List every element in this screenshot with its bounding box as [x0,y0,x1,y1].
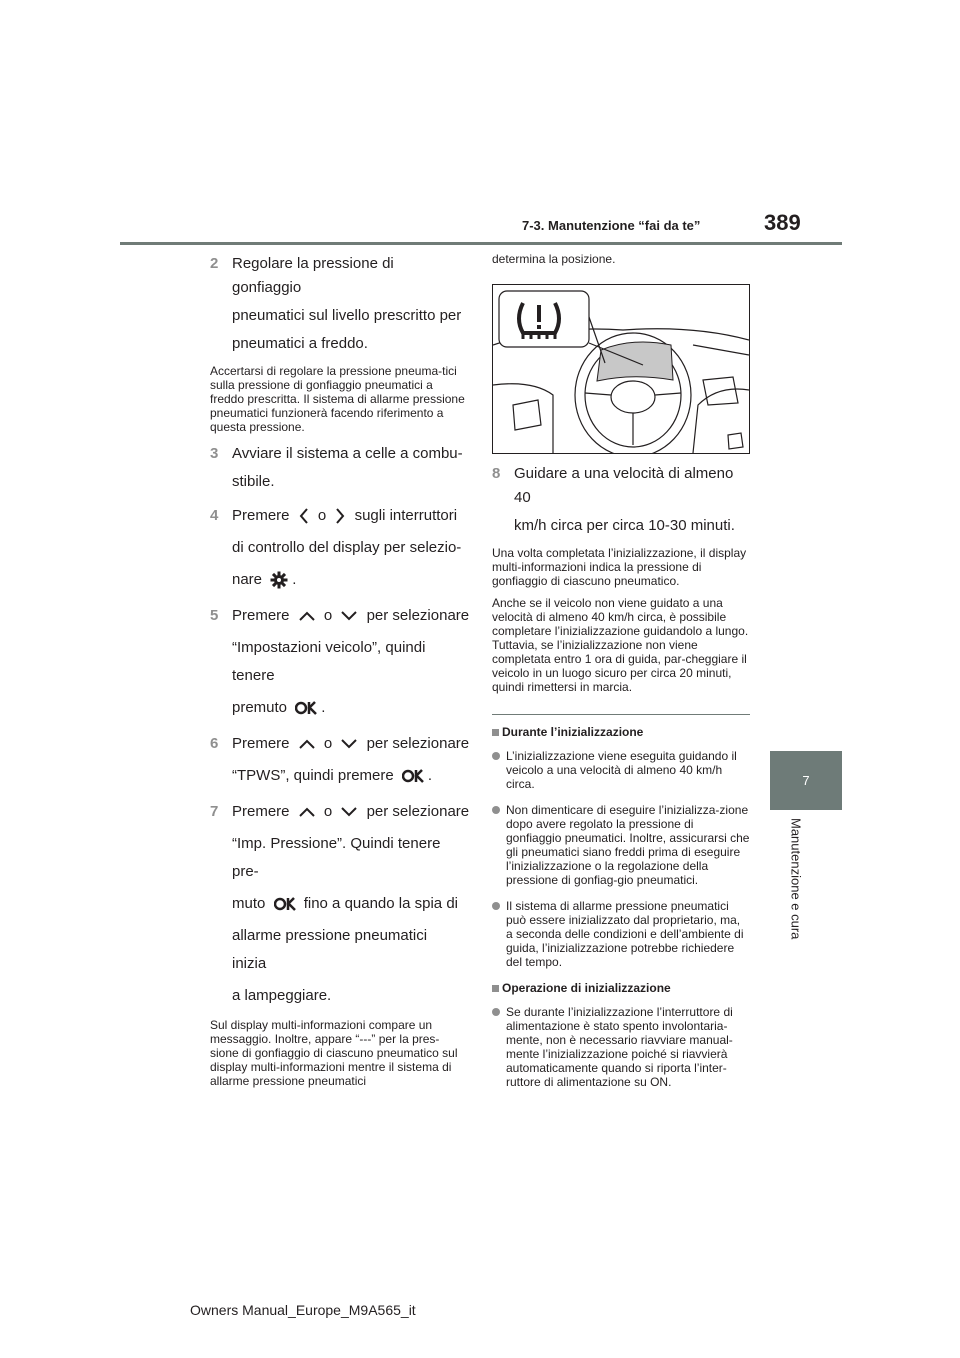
step-text: per selezionare [366,735,470,752]
step-number: 5 [210,607,219,624]
step-text: nare [232,571,263,588]
ok-icon [295,701,317,715]
section-heading [492,725,750,739]
step-8 [492,462,750,538]
bullet-dot-icon [492,1008,500,1016]
step-number: 8 [492,465,501,482]
chevron-down-icon [340,806,358,818]
bullet-text: Il sistema di allarme pressione pneumatici può essere inizializzato dal proprietario, ma, a seconda delle condizioni e dell’ambiente di guida, l’inizializzazione potrebbe richiedere del tempo. [506,899,744,969]
chapter-title: 7-3. Manutenzione “fai da te” [522,218,701,233]
step-note: Anche se il veicolo non viene guidato a una velocità di almeno 40 km/h circa, è possibile completare l’inizializzazione guidandolo a lungo. Tuttavia, se l’inizializzazione non viene completata entro 1 ora di guida, par-cheggiare il veicolo in un luogo sicuro per circa 20 minuti, quindi rimettersi in marcia. [492,596,749,694]
step-text: fino a quando la spia di [303,895,458,912]
chevron-right-icon [334,507,346,525]
step-number: 4 [210,507,219,524]
chevron-up-icon [298,610,316,622]
step-text: “TPWS”, quindi premere [232,767,394,784]
step-note: Una volta completata l’inizializzazione, il display multi-informazioni indica la pressione di gonfiaggio di ciascuno pneumatico. [492,546,747,588]
step-text: “Imp. Pressione”. Quindi tenere pre- [232,835,441,880]
step-4 [210,502,465,594]
chevron-up-icon [298,738,316,750]
step-text: pneumatici a freddo. [232,335,368,352]
step-text: per selezionare [366,607,470,624]
chevron-up-icon [298,806,316,818]
step-text: o [323,803,333,820]
square-bullet-icon [492,729,499,736]
bullet-text: L’inizializzazione viene eseguita guidando il veicolo a una velocità di almeno 40 km/h circa. [506,749,737,791]
left-column [210,252,470,1096]
section-heading [492,981,750,995]
right-column [492,252,750,1101]
section-heading-text: Operazione di inizializzazione [502,981,671,995]
steering-wheel-illustration [493,285,749,453]
gear-icon [270,571,288,589]
page-number: 389 [764,210,801,235]
step-text: Premere [232,507,290,524]
step-text: muto [232,895,266,912]
step-7 [210,798,470,1010]
step-note: Accertarsi di regolare la pressione pneuma-tici sulla pressione di gonfiaggio pneumatici a freddo prescritta. Il sistema di allarme pressione pneumatici funzionerà facendo riferimento a questa pressione. [210,364,465,434]
step-text: stibile. [232,473,275,490]
step-text: premuto [232,699,288,716]
chapter-tab [770,751,842,810]
step-6 [210,730,470,790]
step-number: 7 [210,803,219,820]
footer-text: Owners Manual_Europe_M9A565_it [190,1302,416,1318]
step-text: . [427,767,433,784]
square-bullet-icon [492,985,499,992]
step-3 [210,442,465,494]
bullet-item [492,749,750,791]
step-note: Sul display multi-informazioni compare un messaggio. Inoltre, appare “---” per la pres-sione di gonfiaggio di ciascuno pneumatico sul display multi-informazioni mentre il sistema di allarme pressione pneumatici [210,1018,458,1088]
step-number: 6 [210,735,219,752]
step-text: . [321,699,326,716]
chevron-down-icon [340,610,358,622]
step-text: Premere [232,735,290,752]
chapter-side-label-text: Manutenzione e cura [788,818,804,940]
step-text: pneumatici sul livello prescritto per [232,307,462,324]
step-2 [210,252,465,356]
step-text: Avviare il sistema a celle a combu- [232,445,463,462]
dashboard-illustration [492,284,750,454]
step-text: o [323,735,333,752]
bullet-dot-icon [492,806,500,814]
bullet-text: Se durante l’inizializzazione l’interruttore di alimentazione è stato spento involontaria-mente, non è necessario riavviare manual-mente l’inizializzazione poiché si riavvierà automaticamente quando si riporta l’inter-ruttore di alimentazione su ON. [506,1005,733,1089]
step-text: . [292,571,297,588]
bullet-text: Non dimenticare di eseguire l’inizializza-zione dopo avere regolato la pressione di gonfiaggio pneumatici. Inoltre, assicurarsi che gli pneumatici siano freddi prima di eseguire l’inizializzazione o la regolazione della pressione di gonfiag-gio pneumatici. [506,803,750,887]
step-text: o [317,507,327,524]
bullet-dot-icon [492,902,500,910]
step-text: Regolare la pressione di gonfiaggio [232,255,394,296]
step-text: o [323,607,333,624]
bullet-item [492,1005,750,1089]
step-text: a lampeggiare. [232,987,332,1004]
bullet-dot-icon [492,752,500,760]
chevron-left-icon [298,507,310,525]
chevron-down-icon [340,738,358,750]
ok-icon [274,897,296,911]
step-text: Premere [232,607,290,624]
step-text: Guidare a una velocità di almeno 40 [514,465,734,506]
step-number: 2 [210,255,219,272]
step-text: di controllo del display per selezio- [232,539,462,556]
header-rule [120,242,842,245]
chapter-tab-number: 7 [802,773,810,788]
section-heading-text: Durante l’inizializzazione [502,725,644,739]
step-text: “Impostazioni veicolo”, quindi tenere [232,639,426,684]
step-text: allarme pressione pneumatici inizia [232,927,428,972]
step-5 [210,602,470,722]
chapter-side-label [788,818,804,958]
step-text: km/h circa per circa 10-30 minuti. [514,517,735,534]
continuation-text: determina la posizione. [492,252,616,266]
step-text: sugli interruttori [354,507,458,524]
bullet-item [492,803,750,887]
bullet-item [492,899,750,969]
ok-icon [402,769,424,783]
section-divider [492,714,750,715]
step-text: Premere [232,803,290,820]
step-text: per selezionare [366,803,470,820]
step-number: 3 [210,445,219,462]
